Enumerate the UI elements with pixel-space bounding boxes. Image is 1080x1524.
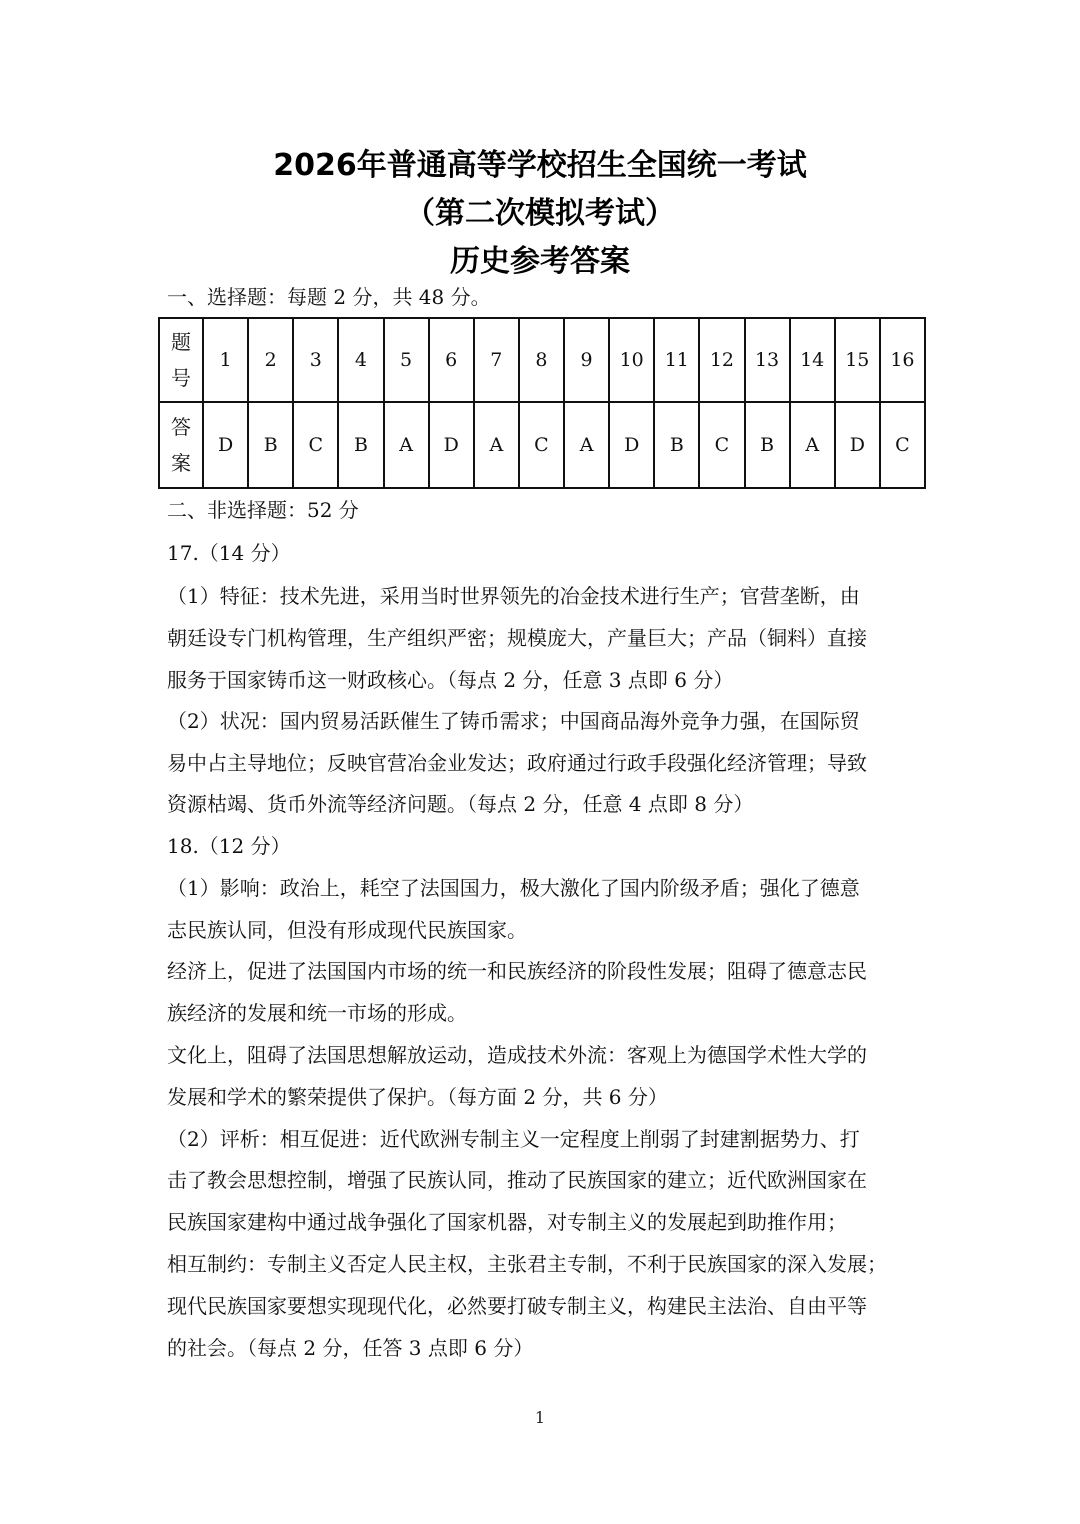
- question-number: 11: [654, 318, 699, 402]
- answer-text-line: 资源枯竭、货币外流等经济问题。（每点 2 分，任意 4 点即 8 分）: [167, 792, 754, 816]
- question-number: 5: [384, 318, 429, 402]
- answer-cell: B: [654, 402, 699, 488]
- answer-text-line: 朝廷设专门机构管理，生产组织严密；规模庞大，产量巨大；产品（铜料）直接: [167, 626, 867, 650]
- answer-text-line: （2）状况：国内贸易活跃催生了铸币需求；中国商品海外竞争力强，在国际贸: [167, 709, 860, 733]
- answer-table: [158, 317, 926, 489]
- answer-cell: D: [203, 402, 248, 488]
- answer-text-line: 族经济的发展和统一市场的形成。: [167, 1001, 467, 1025]
- answer-text-line: 的社会。（每点 2 分，任答 3 点即 6 分）: [167, 1336, 534, 1360]
- question-number: 2: [248, 318, 293, 402]
- answer-row: [159, 402, 925, 488]
- question-17-title: 17.（14 分）: [167, 541, 291, 565]
- section1-heading: 一、选择题：每题 2 分，共 48 分。: [167, 285, 491, 309]
- answer-text-line: 易中占主导地位；反映官营冶金业发达；政府通过行政手段强化经济管理；导致: [167, 751, 867, 775]
- answer-text-line: （1）影响：政治上，耗空了法国国力，极大激化了国内阶级矛盾；强化了德意: [167, 876, 860, 900]
- answer-cell: D: [835, 402, 880, 488]
- question-number: 4: [338, 318, 383, 402]
- answer-text-line: （2）评析：相互促进：近代欧洲专制主义一定程度上削弱了封建割据势力、打: [167, 1127, 860, 1151]
- answer-cell: A: [474, 402, 519, 488]
- answer-text-line: 文化上，阻碍了法国思想解放运动，造成技术外流：客观上为德国学术性大学的: [167, 1043, 867, 1067]
- question-number: 15: [835, 318, 880, 402]
- question-number: 14: [790, 318, 835, 402]
- answer-text-line: 志民族认同，但没有形成现代民族国家。: [167, 918, 527, 942]
- answer-cell: A: [564, 402, 609, 488]
- answer-cell: C: [293, 402, 338, 488]
- question-number: 6: [429, 318, 474, 402]
- question-number: 3: [293, 318, 338, 402]
- page-number: 1: [534, 1408, 546, 1427]
- document-title: 历史参考答案: [450, 244, 630, 279]
- section2-heading: 二、非选择题：52 分: [167, 498, 359, 522]
- answer-text-line: 经济上，促进了法国国内市场的统一和民族经济的阶段性发展；阻碍了德意志民: [167, 959, 867, 983]
- question-number: 12: [699, 318, 744, 402]
- answer-cell: A: [790, 402, 835, 488]
- question-number: 10: [609, 318, 654, 402]
- answer-text-line: 现代民族国家要想实现现代化，必然要打破专制主义，构建民主法治、自由平等: [167, 1294, 867, 1318]
- answer-text-line: 发展和学术的繁荣提供了保护。（每方面 2 分，共 6 分）: [167, 1085, 668, 1109]
- question-number: 9: [564, 318, 609, 402]
- question-number: 13: [745, 318, 790, 402]
- answer-cell: B: [248, 402, 293, 488]
- answer-cell: B: [745, 402, 790, 488]
- answer-cell: C: [519, 402, 564, 488]
- answer-cell: B: [338, 402, 383, 488]
- question-number-row: [159, 318, 925, 402]
- question-number: 8: [519, 318, 564, 402]
- answer-cell: D: [609, 402, 654, 488]
- exam-title: 2026年普通高等学校招生全国统一考试: [273, 148, 807, 183]
- question-number: 16: [880, 318, 925, 402]
- answer-cell: A: [384, 402, 429, 488]
- question-number: 1: [203, 318, 248, 402]
- answer-cell: C: [699, 402, 744, 488]
- question-number: 7: [474, 318, 519, 402]
- answer-cell: C: [880, 402, 925, 488]
- exam-subtitle: （第二次模拟考试）: [405, 196, 675, 231]
- answer-text-line: 相互制约：专制主义否定人民主权，主张君主专制，不利于民族国家的深入发展；: [167, 1252, 887, 1276]
- row-label-answer: 答 案: [159, 402, 203, 488]
- answer-cell: D: [429, 402, 474, 488]
- row-label-number: 题 号: [159, 318, 203, 402]
- answer-text-line: 服务于国家铸币这一财政核心。（每点 2 分，任意 3 点即 6 分）: [167, 668, 734, 692]
- question-18-title: 18.（12 分）: [167, 834, 291, 858]
- answer-text-line: 击了教会思想控制，增强了民族认同，推动了民族国家的建立；近代欧洲国家在: [167, 1168, 867, 1192]
- answer-text-line: 民族国家建构中通过战争强化了国家机器，对专制主义的发展起到助推作用；: [167, 1210, 847, 1234]
- answer-text-line: （1）特征：技术先进，采用当时世界领先的冶金技术进行生产；官营垄断，由: [167, 584, 860, 608]
